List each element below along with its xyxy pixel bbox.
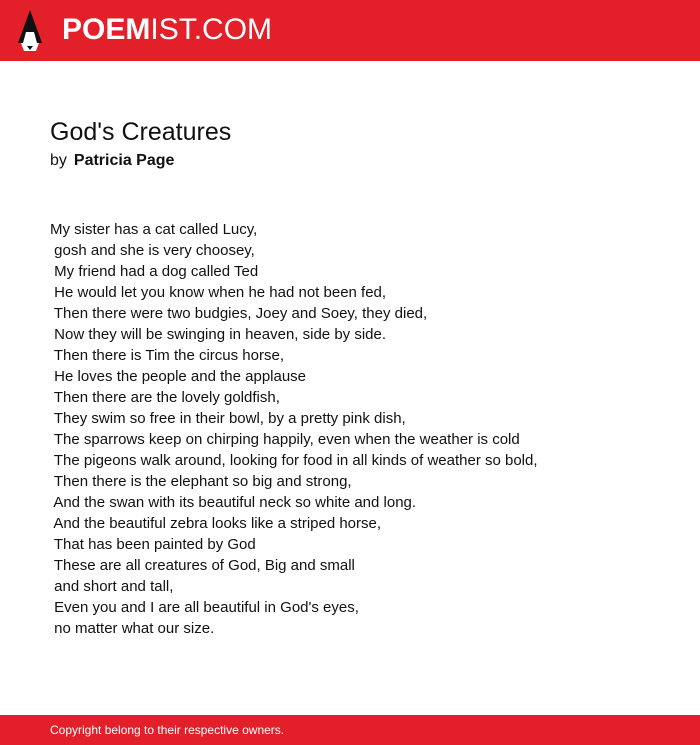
- byline: [50, 150, 670, 172]
- poem-line: My sister has a cat called Lucy,: [50, 221, 258, 238]
- by-label: by: [50, 152, 67, 169]
- poem-line: The pigeons walk around, looking for food in all kinds of weather so bold,: [50, 452, 538, 469]
- poem-line: Even you and I are all beautiful in God's eyes,: [50, 599, 359, 616]
- author-name[interactable]: Patricia Page: [73, 152, 175, 169]
- poem-line: He would let you know when he had not been fed,: [50, 284, 387, 301]
- poem-line: They swim so free in their bowl, by a pretty pink dish,: [50, 410, 406, 427]
- poem-line: That has been painted by God: [50, 536, 256, 553]
- poem-line: and short and tall,: [50, 578, 174, 595]
- poem-line: And the swan with its beautiful neck so white and long.: [50, 494, 417, 511]
- poem-line: no matter what our size.: [50, 620, 215, 637]
- poem-line: He loves the people and the applause: [50, 368, 307, 385]
- copyright-text: Copyright belong to their respective owners.: [50, 723, 285, 737]
- poem-line: Then there is Tim the circus horse,: [50, 347, 284, 364]
- site-logo-link[interactable]: [62, 12, 272, 48]
- brand-bold-text: POEM: [62, 13, 151, 46]
- poem-line: Now they will be swinging in heaven, side by side.: [50, 326, 387, 343]
- poem-title: God's Creatures: [50, 118, 232, 146]
- site-footer: [0, 715, 700, 745]
- poem-heading: [50, 116, 670, 172]
- pencil-logo-icon[interactable]: [18, 10, 42, 51]
- poem-line: gosh and she is very choosey,: [50, 242, 255, 259]
- poem-line: And the beautiful zebra looks like a striped horse,: [50, 515, 382, 532]
- poem-line: My friend had a dog called Ted: [50, 263, 259, 280]
- poem-body: [50, 219, 670, 639]
- poem-line: Then there is the elephant so big and strong,: [50, 473, 352, 490]
- poem-line: Then there are the lovely goldfish,: [50, 389, 280, 406]
- brand-light-text: IST.COM: [150, 13, 273, 46]
- poem-line: The sparrows keep on chirping happily, even when the weather is cold: [50, 431, 520, 448]
- poem-line: These are all creatures of God, Big and small: [50, 557, 355, 574]
- poem-line: Then there were two budgies, Joey and Soey, they died,: [50, 305, 428, 322]
- site-header: [0, 0, 700, 61]
